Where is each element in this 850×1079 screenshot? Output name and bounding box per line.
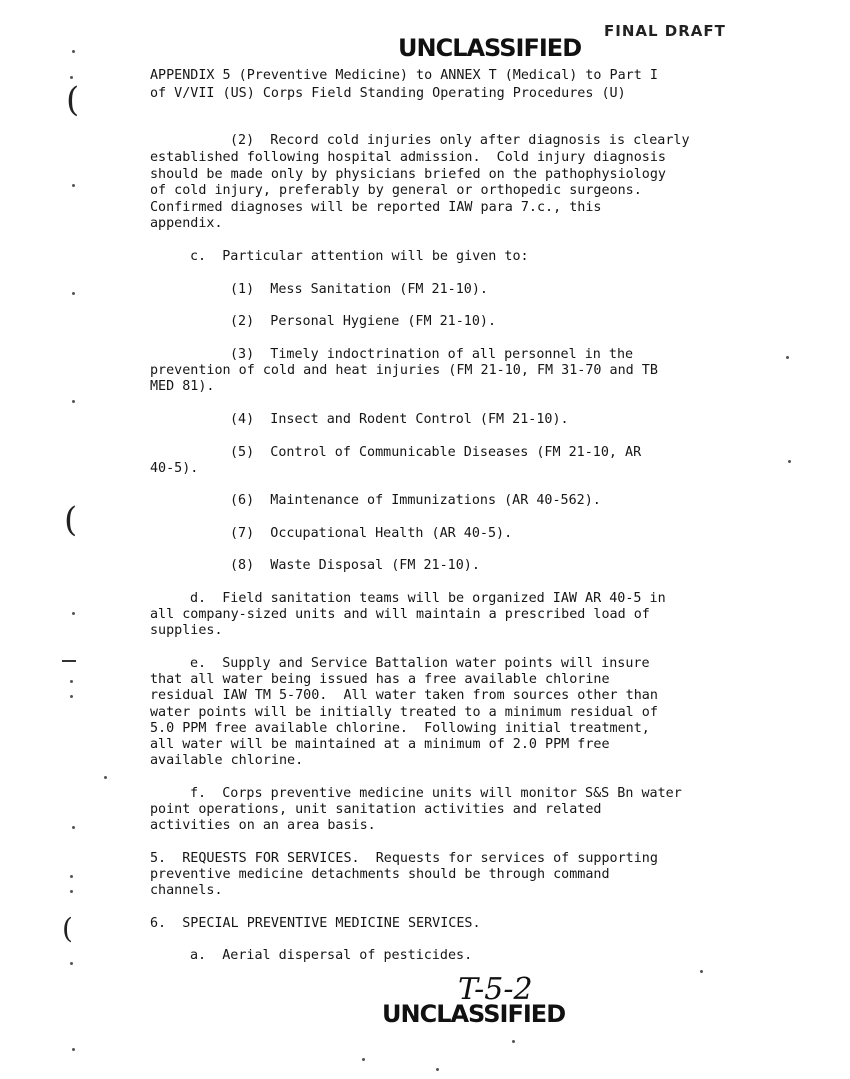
- item-c3-line-3: MED 81).: [150, 379, 215, 394]
- item-c3-line-1: (3) Timely indoctrination of all personnel in the: [230, 347, 634, 362]
- scan-speck: [72, 612, 75, 615]
- scan-speck: [70, 680, 73, 683]
- scan-speck: [72, 826, 75, 829]
- para-2-line-6: appendix.: [150, 216, 223, 231]
- item-c8: (8) Waste Disposal (FM 21-10).: [230, 558, 480, 573]
- item-c1: (1) Mess Sanitation (FM 21-10).: [230, 282, 488, 297]
- para-2-line-5: Confirmed diagnoses will be reported IAW para 7.c., this: [150, 200, 602, 215]
- para-c-heading: c. Particular attention will be given to:: [190, 249, 529, 264]
- scan-speck: [70, 962, 73, 965]
- item-c3-line-2: prevention of cold and heat injuries (FM 21-10, FM 31-70 and TB: [150, 363, 658, 378]
- para-2-line-3: should be made only by physicians briefed on the pathophysiology: [150, 167, 666, 182]
- binder-hole-mark: (: [62, 912, 73, 945]
- classification-stamp-bottom: UNCLASSIFIED: [382, 1000, 566, 1028]
- binder-hole-mark: (: [64, 500, 78, 540]
- para-e-line-5: 5.0 PPM free available chlorine. Following initial treatment,: [150, 721, 650, 736]
- para-f-line-1: f. Corps preventive medicine units will monitor S&S Bn water: [190, 786, 682, 801]
- handwritten-page-number: T-5-2: [458, 972, 533, 1007]
- scan-speck: [362, 1058, 365, 1061]
- scan-speck: [786, 356, 789, 359]
- para-e-line-2: that all water being issued has a free available chlorine: [150, 672, 610, 687]
- scan-speck: [72, 50, 75, 53]
- item-c6: (6) Maintenance of Immunizations (AR 40-562).: [230, 493, 601, 508]
- scan-mark: [62, 660, 76, 662]
- scan-speck: [72, 184, 75, 187]
- section-6a: a. Aerial dispersal of pesticides.: [190, 948, 473, 963]
- appendix-title-line-1: APPENDIX 5 (Preventive Medicine) to ANNEX T (Medical) to Part I: [150, 68, 658, 83]
- para-2-line-1: (2) Record cold injuries only after diagnosis is clearly: [230, 133, 690, 148]
- item-c7: (7) Occupational Health (AR 40-5).: [230, 526, 513, 541]
- scan-speck: [70, 875, 73, 878]
- scan-speck: [70, 890, 73, 893]
- para-e-line-6: all water will be maintained at a minimum of 2.0 PPM free: [150, 737, 610, 752]
- item-c5-line-1: (5) Control of Communicable Diseases (FM 21-10, AR: [230, 445, 642, 460]
- binder-hole-mark: (: [66, 80, 80, 120]
- scan-speck: [72, 292, 75, 295]
- para-f-line-3: activities on an area basis.: [150, 818, 376, 833]
- item-c4: (4) Insect and Rodent Control (FM 21-10).: [230, 412, 569, 427]
- para-e-line-4: water points will be initially treated to a minimum residual of: [150, 705, 658, 720]
- para-d-line-2: all company-sized units and will maintain a prescribed load of: [150, 607, 650, 622]
- scan-speck: [72, 1048, 75, 1051]
- scan-speck: [436, 1068, 439, 1071]
- scan-speck: [788, 460, 791, 463]
- para-d-line-3: supplies.: [150, 623, 223, 638]
- para-f-line-2: point operations, unit sanitation activities and related: [150, 802, 602, 817]
- section-5-line-2: preventive medicine detachments should be through command: [150, 867, 610, 882]
- appendix-title-line-2: of V/VII (US) Corps Field Standing Operating Procedures (U): [150, 86, 626, 101]
- section-6-heading: 6. SPECIAL PREVENTIVE MEDICINE SERVICES.: [150, 916, 481, 931]
- section-5-line-3: channels.: [150, 883, 223, 898]
- classification-stamp-top: UNCLASSIFIED: [398, 34, 582, 62]
- para-e-line-1: e. Supply and Service Battalion water points will insure: [190, 656, 650, 671]
- para-e-line-7: available chlorine.: [150, 753, 304, 768]
- para-2-line-4: of cold injury, preferably by general or orthopedic surgeons.: [150, 183, 642, 198]
- para-d-line-1: d. Field sanitation teams will be organized IAW AR 40-5 in: [190, 591, 666, 606]
- para-2-line-2: established following hospital admission. Cold injury diagnosis: [150, 150, 666, 165]
- scan-speck: [512, 1040, 515, 1043]
- scan-speck: [70, 695, 73, 698]
- scan-speck: [70, 76, 73, 79]
- scan-speck: [72, 400, 75, 403]
- item-c5-line-2: 40-5).: [150, 461, 199, 476]
- item-c2: (2) Personal Hygiene (FM 21-10).: [230, 314, 497, 329]
- scan-speck: [700, 970, 703, 973]
- final-draft-label: FINAL DRAFT: [604, 22, 726, 40]
- section-5-line-1: 5. REQUESTS FOR SERVICES. Requests for services of supporting: [150, 851, 658, 866]
- scan-speck: [104, 776, 107, 779]
- para-e-line-3: residual IAW TM 5-700. All water taken from sources other than: [150, 688, 658, 703]
